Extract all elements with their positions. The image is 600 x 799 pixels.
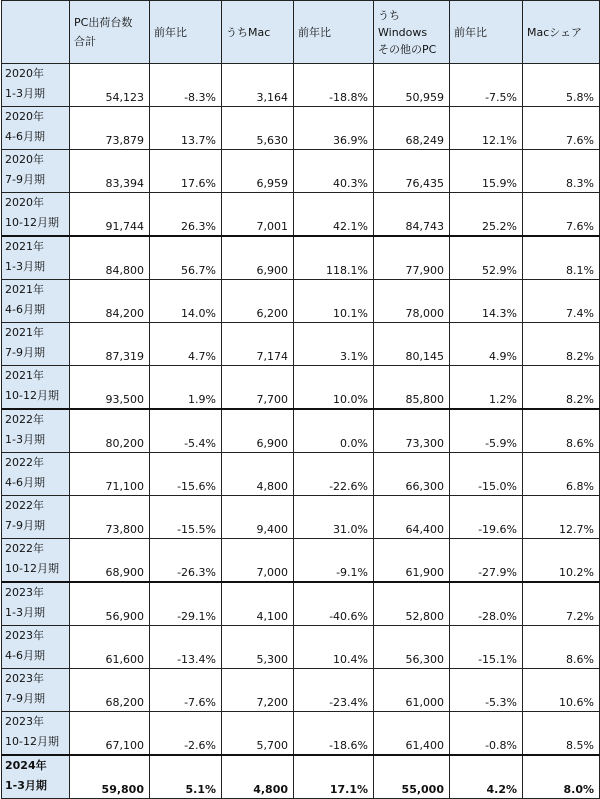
period-cell: [2, 626, 70, 669]
mac-cell: 7,700: [222, 366, 294, 410]
period-year: 2023年: [5, 672, 44, 685]
table-row: [2, 539, 600, 583]
total-cell: 61,600: [70, 626, 150, 669]
table-row: [2, 409, 600, 453]
windows-cell: 77,900: [374, 236, 450, 280]
header-windows-line3: その他のPC: [378, 42, 437, 56]
table-row: [2, 712, 600, 756]
header-mac-yoy: 前年比: [294, 1, 374, 64]
mac-yoy-cell: -22.6%: [294, 453, 374, 496]
mac-share-cell: 12.7%: [523, 496, 600, 539]
mac-cell: 5,300: [222, 626, 294, 669]
windows-cell: 61,900: [374, 539, 450, 583]
total-yoy-cell: 13.7%: [150, 107, 222, 150]
header-total-yoy: 前年比: [150, 1, 222, 64]
windows-cell: 73,300: [374, 409, 450, 453]
period-quarter: 1-3月期: [5, 87, 45, 100]
windows-yoy-cell: -28.0%: [450, 582, 523, 626]
table-row: [2, 107, 600, 150]
mac-share-cell: 7.4%: [523, 280, 600, 323]
period-year: 2023年: [5, 715, 44, 728]
mac-share-cell: 5.8%: [523, 64, 600, 107]
mac-share-cell: 8.5%: [523, 712, 600, 756]
windows-cell: 52,800: [374, 582, 450, 626]
table-row: [2, 626, 600, 669]
mac-share-cell: 7.2%: [523, 582, 600, 626]
period-quarter: 4-6月期: [5, 649, 45, 662]
mac-share-cell: 8.2%: [523, 366, 600, 410]
mac-share-cell: 8.6%: [523, 626, 600, 669]
total-yoy-cell: -15.5%: [150, 496, 222, 539]
table-row: [2, 323, 600, 366]
total-yoy-cell: 4.7%: [150, 323, 222, 366]
mac-share-cell: 8.0%: [523, 755, 600, 799]
mac-yoy-cell: 10.4%: [294, 626, 374, 669]
windows-cell: 50,959: [374, 64, 450, 107]
windows-yoy-cell: 52.9%: [450, 236, 523, 280]
mac-cell: 6,900: [222, 236, 294, 280]
total-yoy-cell: 17.6%: [150, 150, 222, 193]
windows-cell: 66,300: [374, 453, 450, 496]
period-cell: [2, 409, 70, 453]
period-cell: [2, 236, 70, 280]
table-row: [2, 582, 600, 626]
total-yoy-cell: -15.6%: [150, 453, 222, 496]
total-cell: 91,744: [70, 193, 150, 237]
total-cell: 56,900: [70, 582, 150, 626]
total-cell: 80,200: [70, 409, 150, 453]
windows-yoy-cell: -19.6%: [450, 496, 523, 539]
total-yoy-cell: -2.6%: [150, 712, 222, 756]
period-year: 2022年: [5, 413, 44, 426]
windows-yoy-cell: -0.8%: [450, 712, 523, 756]
period-year: 2020年: [5, 153, 44, 166]
total-cell: 84,200: [70, 280, 150, 323]
header-row: [2, 1, 600, 64]
period-year: 2020年: [5, 196, 44, 209]
period-year: 2021年: [5, 369, 44, 382]
mac-cell: 7,000: [222, 539, 294, 583]
period-cell: [2, 539, 70, 583]
period-cell: [2, 669, 70, 712]
period-quarter: 10-12月期: [5, 735, 59, 748]
mac-yoy-cell: 40.3%: [294, 150, 374, 193]
table-row: [2, 453, 600, 496]
header-windows-line2: Windows: [378, 25, 428, 39]
period-year: 2023年: [5, 586, 44, 599]
period-quarter: 4-6月期: [5, 130, 45, 143]
pc-shipment-table: [1, 0, 600, 799]
windows-cell: 64,400: [374, 496, 450, 539]
mac-cell: 3,164: [222, 64, 294, 107]
total-yoy-cell: 26.3%: [150, 193, 222, 237]
total-yoy-cell: -26.3%: [150, 539, 222, 583]
mac-cell: 5,700: [222, 712, 294, 756]
total-yoy-cell: -29.1%: [150, 582, 222, 626]
windows-cell: 61,000: [374, 669, 450, 712]
table-body: [2, 64, 600, 799]
total-yoy-cell: -7.6%: [150, 669, 222, 712]
mac-yoy-cell: 17.1%: [294, 755, 374, 799]
mac-share-cell: 7.6%: [523, 193, 600, 237]
period-cell: [2, 712, 70, 756]
total-cell: 84,800: [70, 236, 150, 280]
period-year: 2023年: [5, 629, 44, 642]
mac-cell: 4,800: [222, 755, 294, 799]
total-yoy-cell: -13.4%: [150, 626, 222, 669]
period-cell: [2, 64, 70, 107]
header-period: [2, 1, 70, 64]
table-row: [2, 236, 600, 280]
header-mac-share: Macシェア: [523, 1, 600, 64]
period-cell: [2, 280, 70, 323]
total-cell: 68,200: [70, 669, 150, 712]
period-quarter: 7-9月期: [5, 519, 45, 532]
windows-yoy-cell: -5.3%: [450, 669, 523, 712]
header-total-line1: PC出荷台数: [74, 16, 133, 29]
table-row: [2, 64, 600, 107]
mac-share-cell: 10.6%: [523, 669, 600, 712]
period-quarter: 10-12月期: [5, 216, 59, 229]
mac-share-cell: 7.6%: [523, 107, 600, 150]
period-year: 2022年: [5, 542, 44, 555]
period-quarter: 7-9月期: [5, 346, 45, 359]
total-yoy-cell: -8.3%: [150, 64, 222, 107]
mac-cell: 4,100: [222, 582, 294, 626]
period-quarter: 7-9月期: [5, 692, 45, 705]
table-row: [2, 755, 600, 799]
period-year: 2022年: [5, 499, 44, 512]
total-cell: 68,900: [70, 539, 150, 583]
period-year: 2021年: [5, 240, 44, 253]
total-cell: 67,100: [70, 712, 150, 756]
period-quarter: 10-12月期: [5, 562, 59, 575]
total-yoy-cell: 5.1%: [150, 755, 222, 799]
windows-yoy-cell: -27.9%: [450, 539, 523, 583]
period-year: 2020年: [5, 67, 44, 80]
period-year: 2024年: [5, 759, 47, 772]
period-cell: [2, 453, 70, 496]
windows-yoy-cell: 12.1%: [450, 107, 523, 150]
table-row: [2, 366, 600, 410]
mac-cell: 9,400: [222, 496, 294, 539]
period-cell: [2, 366, 70, 410]
period-cell: [2, 755, 70, 799]
mac-yoy-cell: 0.0%: [294, 409, 374, 453]
table-row: [2, 496, 600, 539]
total-cell: 93,500: [70, 366, 150, 410]
mac-share-cell: 8.3%: [523, 150, 600, 193]
period-year: 2021年: [5, 326, 44, 339]
mac-cell: 7,200: [222, 669, 294, 712]
windows-yoy-cell: 4.2%: [450, 755, 523, 799]
period-quarter: 1-3月期: [5, 260, 45, 273]
mac-yoy-cell: -18.6%: [294, 712, 374, 756]
windows-cell: 55,000: [374, 755, 450, 799]
header-windows-yoy: 前年比: [450, 1, 523, 64]
period-quarter: 10-12月期: [5, 389, 59, 402]
mac-share-cell: 6.8%: [523, 453, 600, 496]
table-row: [2, 193, 600, 237]
period-quarter: 4-6月期: [5, 303, 45, 316]
mac-yoy-cell: 31.0%: [294, 496, 374, 539]
windows-yoy-cell: 15.9%: [450, 150, 523, 193]
total-yoy-cell: -5.4%: [150, 409, 222, 453]
mac-yoy-cell: 10.0%: [294, 366, 374, 410]
period-cell: [2, 193, 70, 237]
windows-yoy-cell: -5.9%: [450, 409, 523, 453]
total-yoy-cell: 56.7%: [150, 236, 222, 280]
total-cell: 73,800: [70, 496, 150, 539]
windows-cell: 61,400: [374, 712, 450, 756]
total-cell: 87,319: [70, 323, 150, 366]
total-cell: 59,800: [70, 755, 150, 799]
windows-yoy-cell: -15.0%: [450, 453, 523, 496]
period-year: 2022年: [5, 456, 44, 469]
windows-cell: 78,000: [374, 280, 450, 323]
period-quarter: 4-6月期: [5, 476, 45, 489]
mac-share-cell: 8.6%: [523, 409, 600, 453]
header-windows: [374, 1, 450, 64]
mac-cell: 4,800: [222, 453, 294, 496]
windows-yoy-cell: 25.2%: [450, 193, 523, 237]
mac-yoy-cell: 36.9%: [294, 107, 374, 150]
period-quarter: 7-9月期: [5, 173, 45, 186]
period-cell: [2, 107, 70, 150]
header-windows-line1: うち: [378, 8, 400, 22]
period-quarter: 1-3月期: [5, 606, 45, 619]
total-yoy-cell: 14.0%: [150, 280, 222, 323]
table-row: [2, 280, 600, 323]
windows-cell: 80,145: [374, 323, 450, 366]
windows-yoy-cell: 14.3%: [450, 280, 523, 323]
windows-yoy-cell: 4.9%: [450, 323, 523, 366]
period-quarter: 1-3月期: [5, 433, 45, 446]
total-cell: 83,394: [70, 150, 150, 193]
mac-cell: 5,630: [222, 107, 294, 150]
total-cell: 54,123: [70, 64, 150, 107]
mac-share-cell: 8.2%: [523, 323, 600, 366]
windows-yoy-cell: -15.1%: [450, 626, 523, 669]
mac-yoy-cell: 42.1%: [294, 193, 374, 237]
mac-yoy-cell: -40.6%: [294, 582, 374, 626]
period-cell: [2, 150, 70, 193]
mac-yoy-cell: -9.1%: [294, 539, 374, 583]
windows-cell: 68,249: [374, 107, 450, 150]
period-year: 2021年: [5, 283, 44, 296]
mac-yoy-cell: 10.1%: [294, 280, 374, 323]
header-mac: うちMac: [222, 1, 294, 64]
mac-yoy-cell: 3.1%: [294, 323, 374, 366]
mac-cell: 6,200: [222, 280, 294, 323]
table-row: [2, 669, 600, 712]
windows-cell: 56,300: [374, 626, 450, 669]
mac-yoy-cell: 118.1%: [294, 236, 374, 280]
windows-cell: 84,743: [374, 193, 450, 237]
windows-cell: 85,800: [374, 366, 450, 410]
header-total-line2: 合計: [74, 35, 96, 48]
period-cell: [2, 323, 70, 366]
period-cell: [2, 582, 70, 626]
total-cell: 71,100: [70, 453, 150, 496]
mac-cell: 7,001: [222, 193, 294, 237]
windows-cell: 76,435: [374, 150, 450, 193]
period-year: 2020年: [5, 110, 44, 123]
windows-yoy-cell: -7.5%: [450, 64, 523, 107]
period-cell: [2, 496, 70, 539]
period-quarter: 1-3月期: [5, 779, 47, 792]
header-total: [70, 1, 150, 64]
mac-share-cell: 10.2%: [523, 539, 600, 583]
table-row: [2, 150, 600, 193]
mac-yoy-cell: -18.8%: [294, 64, 374, 107]
mac-cell: 7,174: [222, 323, 294, 366]
windows-yoy-cell: 1.2%: [450, 366, 523, 410]
mac-cell: 6,900: [222, 409, 294, 453]
total-yoy-cell: 1.9%: [150, 366, 222, 410]
mac-share-cell: 8.1%: [523, 236, 600, 280]
mac-cell: 6,959: [222, 150, 294, 193]
total-cell: 73,879: [70, 107, 150, 150]
mac-yoy-cell: -23.4%: [294, 669, 374, 712]
